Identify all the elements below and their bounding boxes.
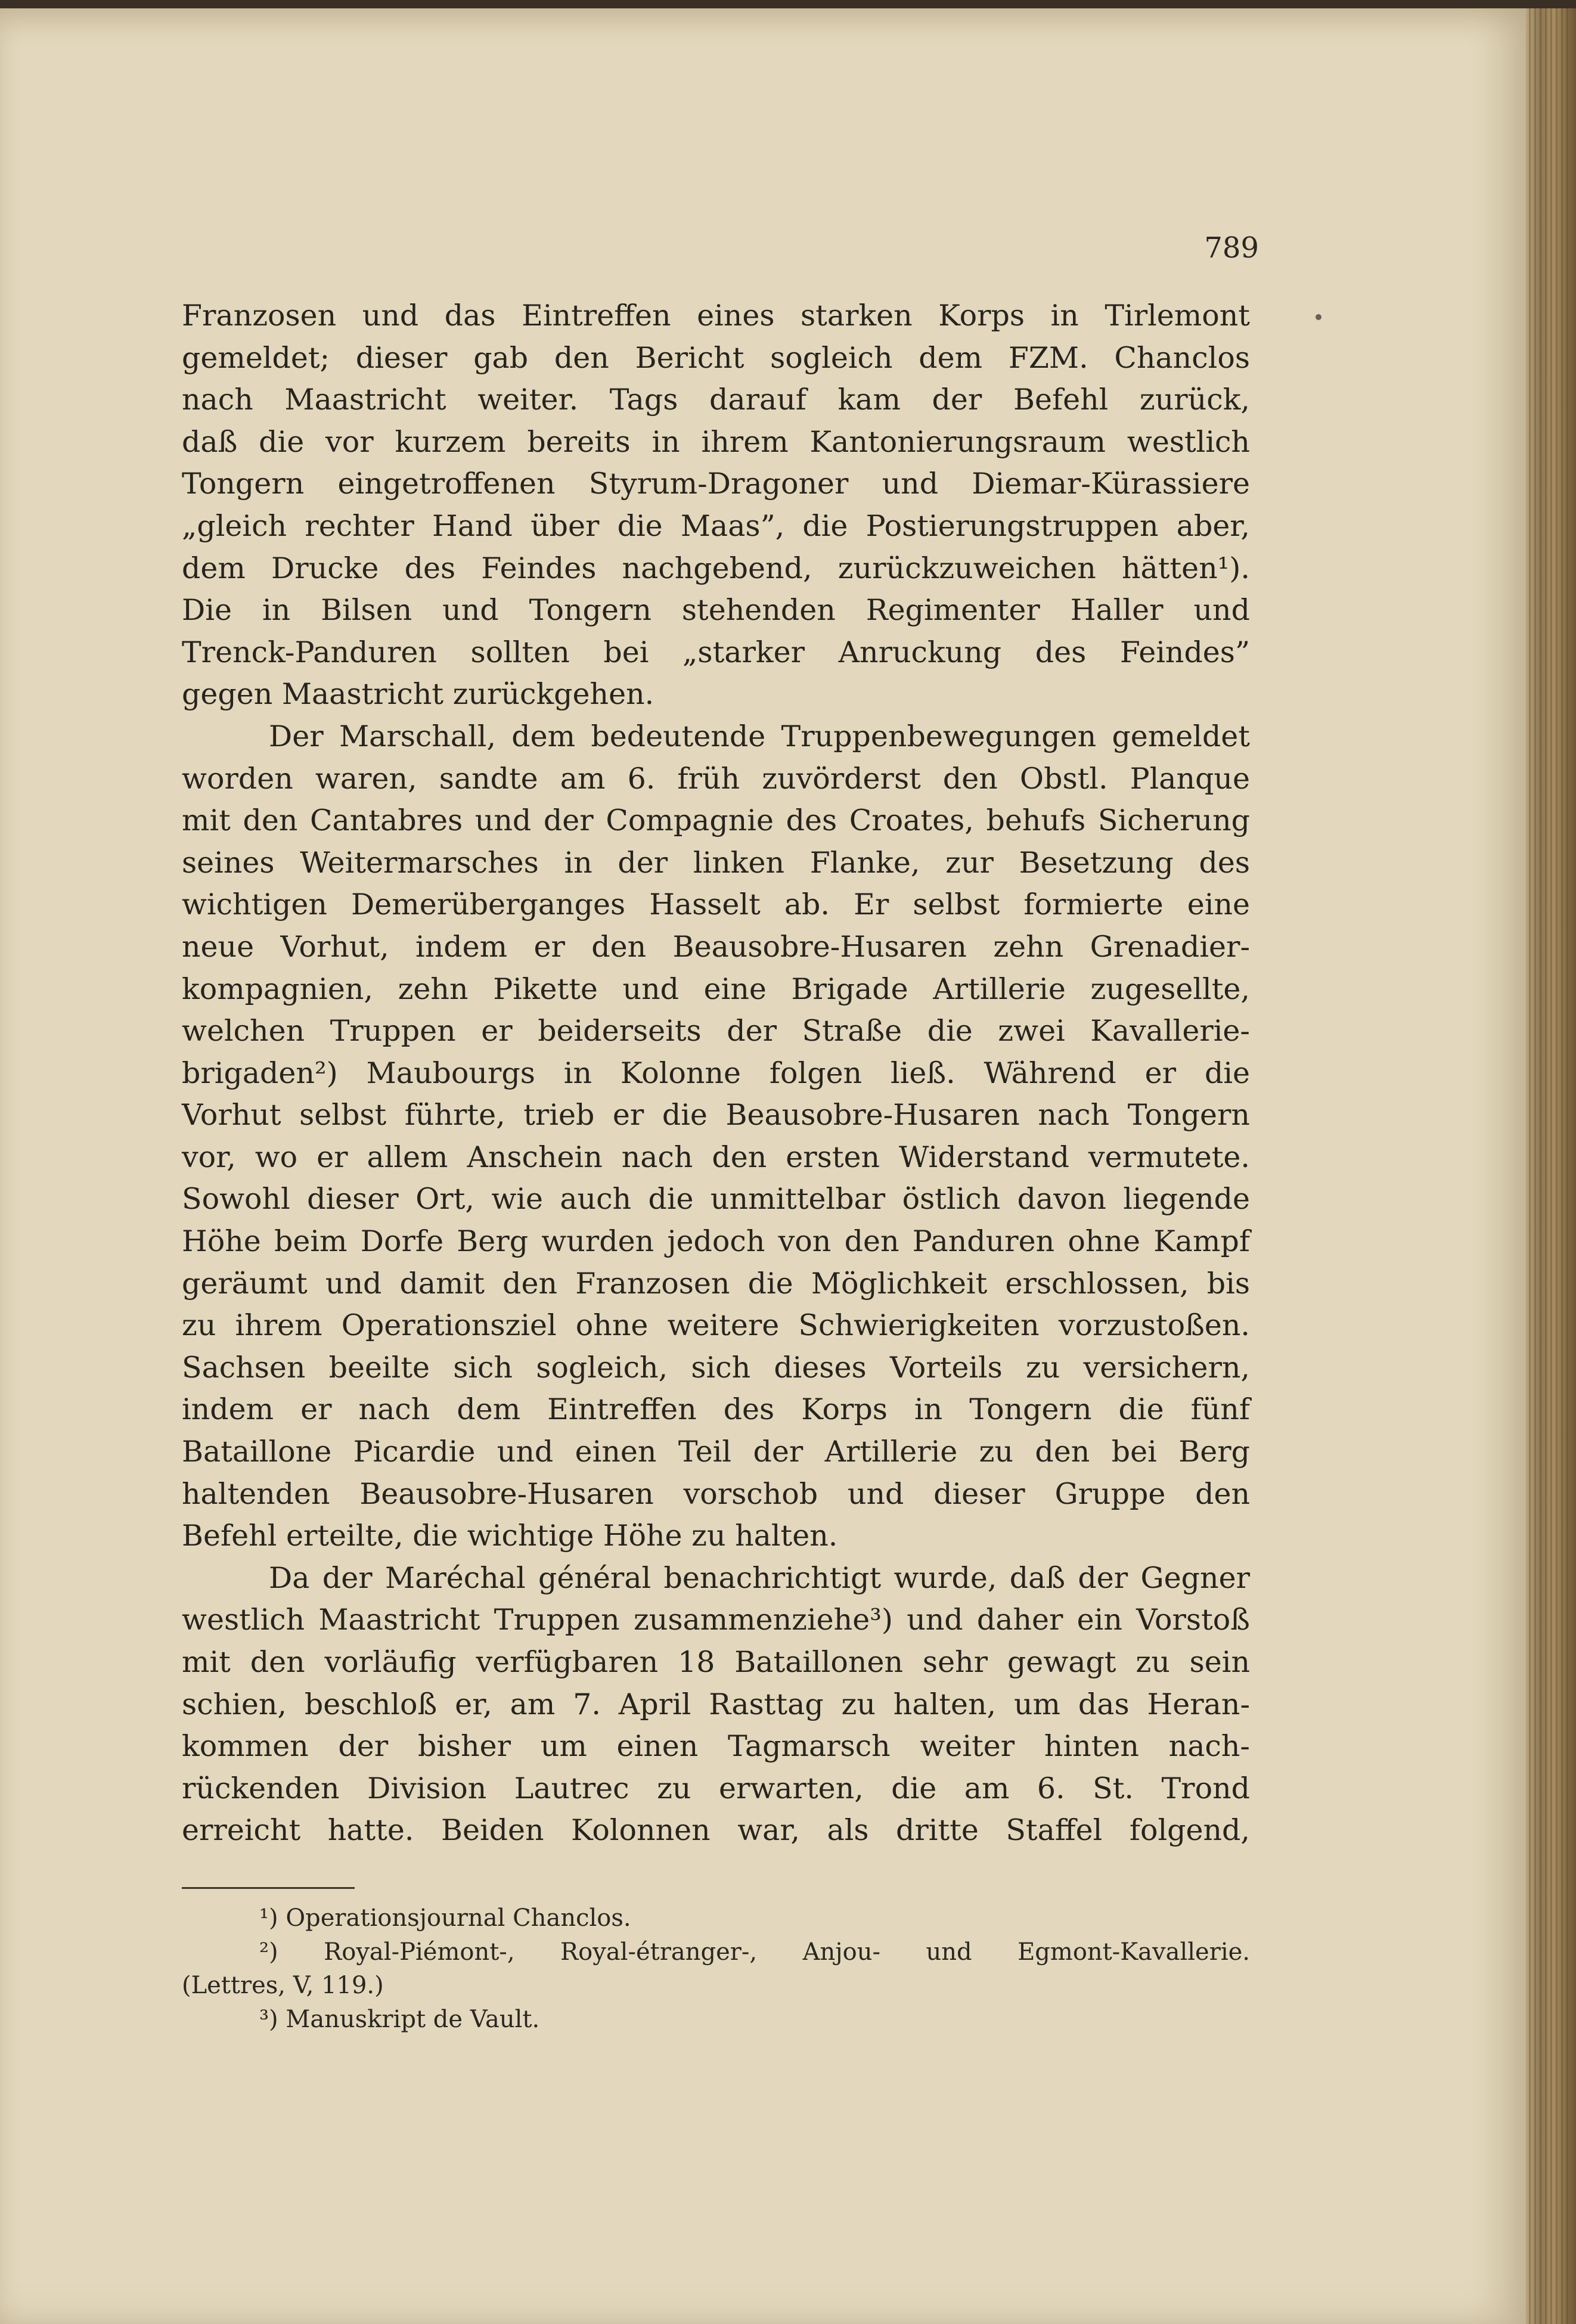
text-line: welchen Truppen er beiderseits der Straße die zwei Kavallerie- (182, 1014, 1250, 1048)
text-line: Höhe beim Dorfe Berg wurden jedoch von den Panduren ohne Kampf (182, 1224, 1250, 1259)
text-line: wichtigen Demerüberganges Hasselt ab. Er selbst formierte eine (182, 888, 1250, 922)
footnote: ²) Royal-Piémont-, Royal-étranger-, Anjou- und Egmont-Kavallerie. (259, 1938, 1250, 1966)
text-line: nach Maastricht weiter. Tags darauf kam der Befehl zurück, (182, 383, 1250, 417)
text-line: Die in Bilsen und Tongern stehenden Regimenter Haller und (182, 593, 1250, 628)
text-line: zu ihrem Operationsziel ohne weitere Schwierigkeiten vorzustoßen. (182, 1308, 1250, 1343)
text-line: vor, wo er allem Anschein nach den ersten Widerstand vermutete. (182, 1140, 1250, 1174)
text-line: „gleich rechter Hand über die Maas”, die Postierungstruppen aber, (182, 508, 1250, 543)
text-line: indem er nach dem Eintreffen des Korps in Tongern die fünf (182, 1392, 1250, 1427)
text-line: worden waren, sandte am 6. früh zuvörderst den Obstl. Planque (182, 761, 1250, 796)
text-line: Befehl erteilte, die wichtige Höhe zu halten. (182, 1519, 838, 1553)
text-line: westlich Maastricht Truppen zusammenziehe³) und daher ein Vorstoß (182, 1603, 1250, 1637)
text-line: haltenden Beausobre-Husaren vorschob und dieser Gruppe den (182, 1476, 1250, 1511)
footnote: ³) Manuskript de Vault. (259, 2005, 540, 2033)
page-number: 789 (1204, 231, 1259, 265)
text-line: Franzosen und das Eintreffen eines starken Korps in Tirlemont (182, 299, 1250, 333)
text-line: Sowohl dieser Ort, wie auch die unmittelbar östlich davon liegende (182, 1182, 1250, 1217)
text-line: brigaden²) Maubourgs in Kolonne folgen ließ. Während er die (182, 1056, 1250, 1090)
text-line: daß die vor kurzem bereits in ihrem Kantonierungsraum westlich (182, 424, 1250, 459)
ink-speck (1316, 314, 1321, 320)
text-line: erreicht hatte. Beiden Kolonnen war, als dritte Staffel folgend, (182, 1813, 1250, 1848)
text-line: gegen Maastricht zurückgehen. (182, 677, 654, 712)
footnotes (182, 1901, 1250, 2036)
text-line: geräumt und damit den Franzosen die Möglichkeit erschlossen, bis (182, 1266, 1250, 1301)
footnote: ¹) Operationsjournal Chanclos. (259, 1904, 631, 1932)
text-line: mit den Cantabres und der Compagnie des Croates, behufs Sicherung (182, 803, 1250, 838)
text-line: Da der Maréchal général benachrichtigt wurde, daß der Gegner (269, 1560, 1250, 1595)
text-line: Bataillone Picardie und einen Teil der Artillerie zu den bei Berg (182, 1435, 1250, 1469)
text-line: mit den vorläufig verfügbaren 18 Bataillonen sehr gewagt zu sein (182, 1645, 1250, 1679)
text-line: Vorhut selbst führte, trieb er die Beausobre-Husaren nach Tongern (182, 1098, 1250, 1132)
text-line: Trenck-Panduren sollten bei „starker Anruckung des Feindes” (182, 635, 1250, 669)
text-line: Der Marschall, dem bedeutende Truppenbewegungen gemeldet (269, 719, 1250, 753)
text-line: schien, beschloß er, am 7. April Rasttag zu halten, um das Heran- (182, 1687, 1250, 1721)
page-stack-texture (1529, 8, 1571, 2324)
text-line: seines Weitermarsches in der linken Flanke, zur Besetzung des (182, 845, 1250, 880)
footnote-continuation: (Lettres, V, 119.) (182, 1972, 384, 1999)
text-line: dem Drucke des Feindes nachgebend, zurückzuweichen hätten¹). (182, 551, 1250, 585)
text-line: Tongern eingetroffenen Styrum-Dragoner und Diemar-Kürassiere (182, 467, 1250, 501)
text-line: Sachsen beeilte sich sogleich, sich dieses Vorteils zu versichern, (182, 1350, 1250, 1385)
text-line: kommen der bisher um einen Tagmarsch weiter hinten nach- (182, 1729, 1250, 1764)
text-line: kompagnien, zehn Pikette und eine Brigade Artillerie zugesellte, (182, 972, 1250, 1006)
footnote-divider (182, 1887, 355, 1889)
body-text (182, 295, 1250, 1852)
text-line: rückenden Division Lautrec zu erwarten, die am 6. St. Trond (182, 1771, 1250, 1805)
text-line: neue Vorhut, indem er den Beausobre-Husaren zehn Grenadier- (182, 929, 1250, 964)
text-line: gemeldet; dieser gab den Bericht sogleich dem FZM. Chanclos (182, 340, 1250, 375)
